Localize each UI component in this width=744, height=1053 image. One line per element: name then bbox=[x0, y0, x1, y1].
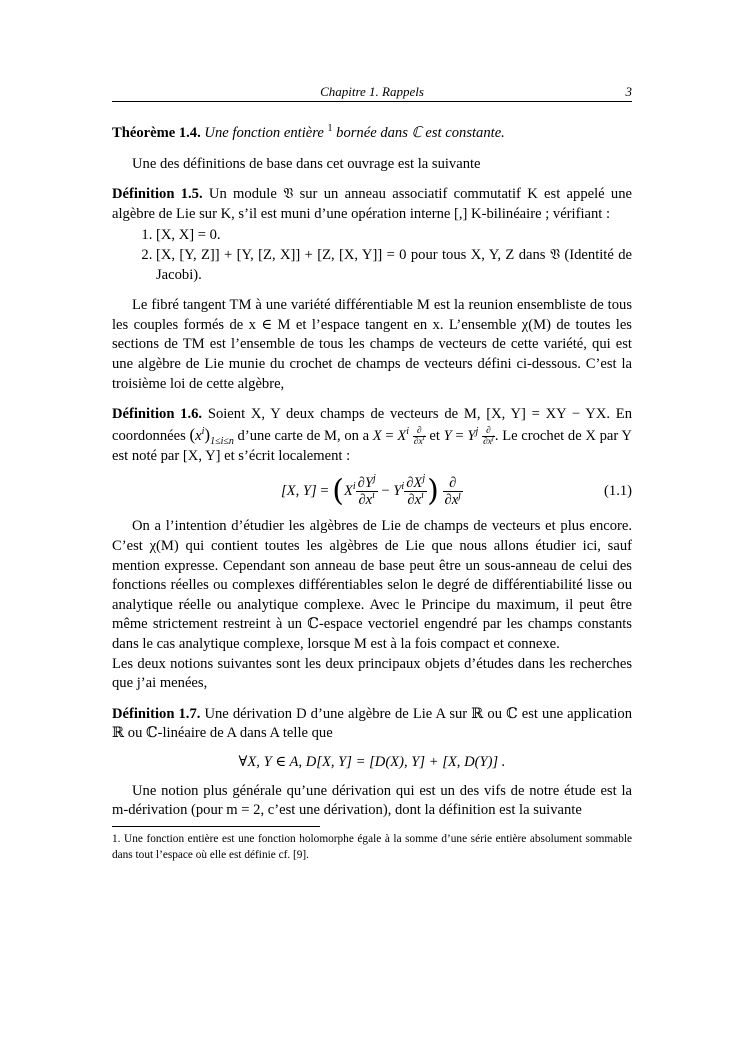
header-rule bbox=[112, 101, 632, 102]
y-formula: $Y = Y^j$ ∂ $\partial x^j$ bbox=[443, 425, 494, 447]
theorem-text-a: Une fonction entière bbox=[204, 125, 324, 141]
general-notion-paragraph: Une notion plus générale qu’une dérivation qui est un des vifs de notre étude est la m-dérivation (pour m = 2, c’est une dérivation), dont la définition est la suivante bbox=[112, 782, 632, 819]
footnote: 1. Une fonction entière est une fonction holomorphe égale à la somme d’une série entière absolument sommable dans tout l’espace où elle est définie cf. [9]. bbox=[112, 833, 632, 861]
definition-label: Définition 1.7. bbox=[112, 705, 201, 722]
theorem-label: Théorème 1.4. bbox=[112, 125, 201, 141]
definition-text-3: et bbox=[429, 427, 440, 444]
definition-text: Un module 𝔙 sur un anneau associatif commutatif K est appelé une algèbre de Lie sur K, s’il est muni d’une opération interne [,] K-bilinéaire ; vérifiant : bbox=[112, 186, 632, 222]
body-text bbox=[112, 124, 632, 821]
definition-1-7 bbox=[112, 705, 632, 773]
definition-list bbox=[112, 226, 632, 285]
definition-text-4: . Le crochet de X par Y est noté par [X, Y] et s’écrit localement : bbox=[112, 427, 632, 464]
footnote-rule bbox=[112, 826, 320, 827]
definition-text-1: Soient X, Y deux champs de vecteurs de M, [X, Y] = XY − YX. En coordonnées bbox=[112, 406, 632, 444]
definition-label: Définition 1.6. bbox=[112, 406, 203, 423]
equation-number: (1.1) bbox=[604, 483, 632, 500]
theorem-1-4 bbox=[112, 124, 632, 144]
definition-label: Définition 1.5. bbox=[112, 186, 203, 203]
derivation-equation: ∀X, Y ∈ A, D[X, Y] = [D(X), Y] + [X, D(Y)] . bbox=[238, 754, 506, 770]
definition-1-5 bbox=[112, 185, 632, 285]
definition-1-6 bbox=[112, 405, 632, 508]
intro-paragraph: Une des définitions de base dans cet ouvrage est la suivante bbox=[132, 155, 481, 172]
running-header bbox=[112, 84, 632, 100]
notions-paragraph: Les deux notions suivantes sont les deux principaux objets d’études dans les recherches que j’ai menées, bbox=[112, 655, 632, 692]
equation-1-1: [X, $Y] = (X^i$ $\frac{\partial Y^j}{\partial x^i}$ − $Y^i$ $\frac{\partial X^j}{\partial x^i}$ ) $\frac{\partial}{\partial x^j}$ (1.1) bbox=[281, 473, 632, 510]
list-item: 2. [X, [Y, Z]] + [Y, [Z, X]] + [Z, [X, Y]] = 0 pour tous X, Y, Z dans 𝔙 (Identité de Jacobi). bbox=[156, 246, 632, 285]
footnote-mark[interactable]: 1 bbox=[327, 123, 333, 135]
definition-text: Une dérivation D d’une algèbre de Lie A sur ℝ ou ℂ est une application ℝ ou ℂ-linéaire de A dans A telle que bbox=[112, 705, 633, 742]
page-number: 3 bbox=[625, 84, 632, 99]
theorem-text-b: bornée dans ℂ est constante. bbox=[336, 125, 505, 141]
list-item: 1. [X, X] = 0. bbox=[156, 226, 632, 246]
coordinates-formula: $(x^i)_{1\le i\le n}$ bbox=[189, 424, 234, 447]
tangent-bundle-paragraph: Le fibré tangent TM à une variété différentiable M est la reunion ensembliste de tous les couples formés de x ∈ M et l’espace tangent en x. L’ensemble χ(M) de toutes les sections de TM est l’ensemble de tous les champs de vecteurs de cette variété, qui est une algèbre de Lie munie du crochet de champs de vecteurs défini ci-dessous. C’est la troisième loi de cette algèbre, bbox=[112, 297, 632, 392]
intention-paragraph: On a l’intention d’étudier les algèbres de Lie de champs de vecteurs et plus encore. C’est χ(M) qui contient toutes les algèbres de Lie que nous allons étudier ici, sauf mention expresse. Cependant son anneau de base peut être un sous-anneau de celui des fonctions réelles ou complexes différentiables selon le degré de différentiabilité lisse ou analytique réelle ou analytique complexe. Avec le Principe du maximum, il peut être même strictement restreint à un ℂ-espace vectoriel engendré par les champs constants dans le cas analytique complexe, lorsque M est à la fois compact et connexe. bbox=[112, 518, 632, 653]
definition-text-2: d’une carte de M, on a bbox=[237, 427, 370, 444]
x-formula: $X = X^i$ ∂ $\partial x^i$ bbox=[372, 425, 425, 447]
chapter-title: Chapitre 1. Rappels bbox=[320, 84, 424, 99]
